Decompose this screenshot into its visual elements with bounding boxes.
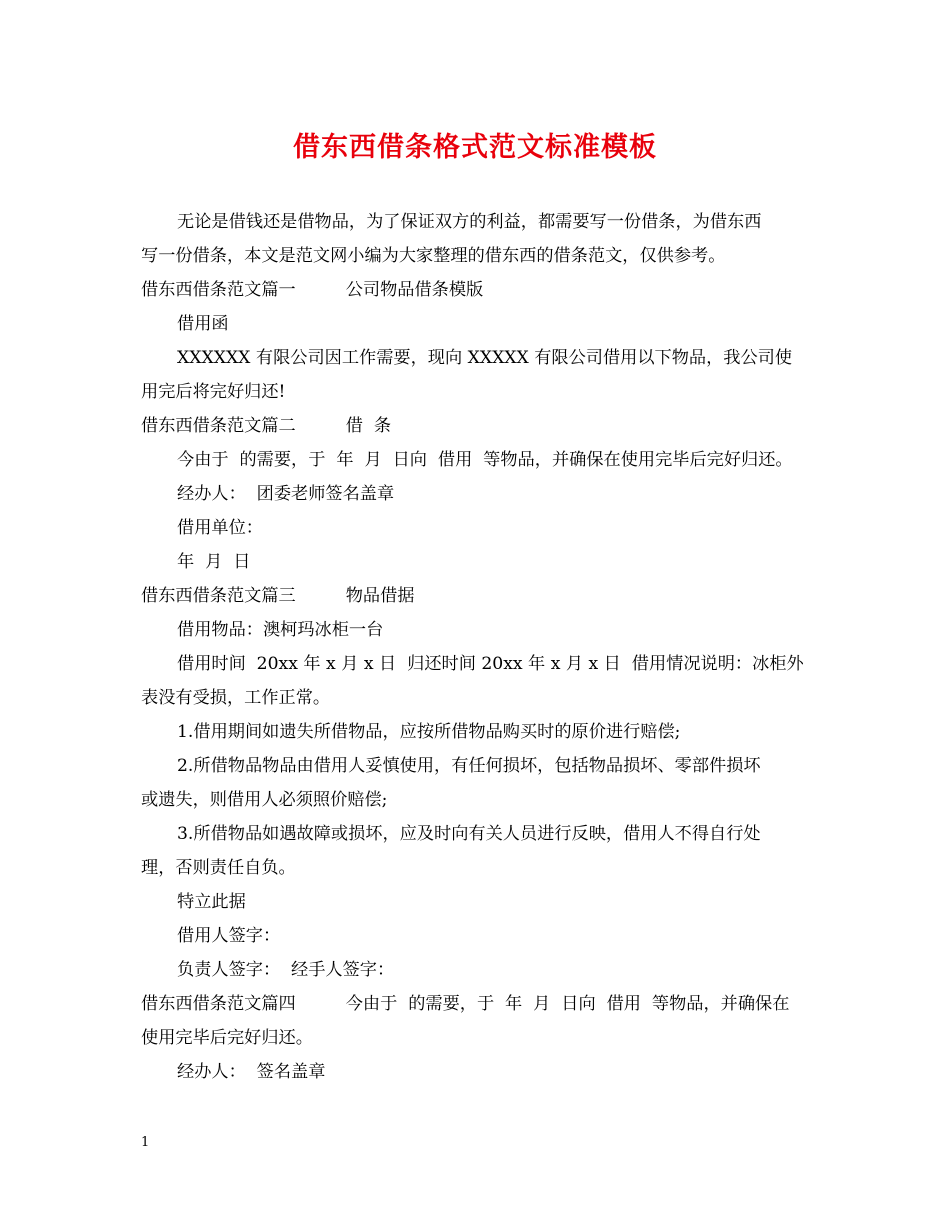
paragraph-line (141, 647, 821, 681)
paragraph-line (141, 477, 821, 511)
line-text: 借用时间 20xx 年 x 月 x 日 归还时间 20xx 年 x 月 x 日 借用情况说明：冰柜外 (177, 654, 804, 674)
line-text: 今由于 的需要，于 年 月 日向 借用 等物品，并确保在 (345, 994, 790, 1014)
line-text: XXXXXX 有限公司因工作需要，现向 XXXXX 有限公司借用以下物品，我公司使 (177, 348, 793, 368)
line-text: 负责人签字： 经手人签字： (177, 960, 395, 980)
line-text: 写一份借条，本文是范文网小编为大家整理的借东西的借条范文，仅供参考。 (141, 246, 726, 266)
paragraph-line (141, 205, 821, 239)
line-text: 表没有受损，工作正常。 (141, 688, 331, 708)
paragraph-line (141, 885, 821, 919)
paragraph-line (141, 783, 821, 817)
line-text: 无论是借钱还是借物品，为了保证双方的利益，都需要写一份借条，为借东西 (177, 212, 762, 232)
line-text: 借 条 (345, 416, 392, 436)
paragraph-line (141, 681, 821, 715)
line-text: 借用物品：澳柯玛冰柜一台 (177, 620, 384, 640)
paragraph-line (141, 1055, 821, 1089)
paragraph-line (141, 511, 821, 545)
line-text: 特立此据 (177, 892, 246, 912)
line-text: 今由于 的需要，于 年 月 日向 借用 等物品，并确保在使用完毕后完好归还。 (177, 450, 793, 470)
line-text: 公司物品借条模版 (345, 280, 484, 300)
section-line (141, 987, 821, 1021)
paragraph-line (141, 749, 821, 783)
paragraph-line (141, 375, 821, 409)
section-line (141, 409, 821, 443)
line-text: 年 月 日 (177, 552, 251, 572)
paragraph-line (141, 851, 821, 885)
line-text: 借用人签字： (177, 926, 281, 946)
section-heading: 借东西借条范文篇一 (141, 280, 296, 300)
line-text: 物品借据 (345, 586, 415, 606)
paragraph-line (141, 545, 821, 579)
paragraph-line (141, 341, 821, 375)
paragraph-line (141, 613, 821, 647)
paragraph-line (141, 715, 821, 749)
line-text: 用完后将完好归还! (141, 382, 286, 402)
document-body (141, 205, 821, 1089)
paragraph-line (141, 443, 821, 477)
section-line (141, 579, 821, 613)
paragraph-line (141, 817, 821, 851)
section-line (141, 273, 821, 307)
line-text: 理，否则责任自负。 (141, 858, 296, 878)
paragraph-line (141, 239, 821, 273)
page-number: 1 (141, 1135, 150, 1150)
section-heading: 借东西借条范文篇四 (141, 994, 296, 1014)
line-text: 借用单位： (177, 518, 263, 538)
line-text: 使用完毕后完好归还。 (141, 1028, 313, 1048)
paragraph-line (141, 919, 821, 953)
document-title: 借东西借条格式范文标准模板 (293, 132, 657, 163)
line-text: 借用函 (177, 314, 229, 334)
section-heading: 借东西借条范文篇二 (141, 416, 296, 436)
paragraph-line (141, 1021, 821, 1055)
line-text: 经办人： 团委老师签名盖章 (177, 484, 395, 504)
paragraph-line (141, 307, 821, 341)
line-text: 或遗失，则借用人必须照价赔偿; (141, 790, 388, 810)
line-text: 2.所借物品物品由借用人妥慎使用，有任何损坏，包括物品损坏、零部件损坏 (177, 756, 761, 776)
line-text: 经办人： 签名盖章 (177, 1062, 326, 1082)
line-text: 3.所借物品如遇故障或损坏，应及时向有关人员进行反映，借用人不得自行处 (177, 824, 761, 844)
section-heading: 借东西借条范文篇三 (141, 586, 296, 606)
line-text: 1.借用期间如遗失所借物品，应按所借物品购买时的原价进行赔偿; (177, 722, 681, 742)
paragraph-line (141, 953, 821, 987)
